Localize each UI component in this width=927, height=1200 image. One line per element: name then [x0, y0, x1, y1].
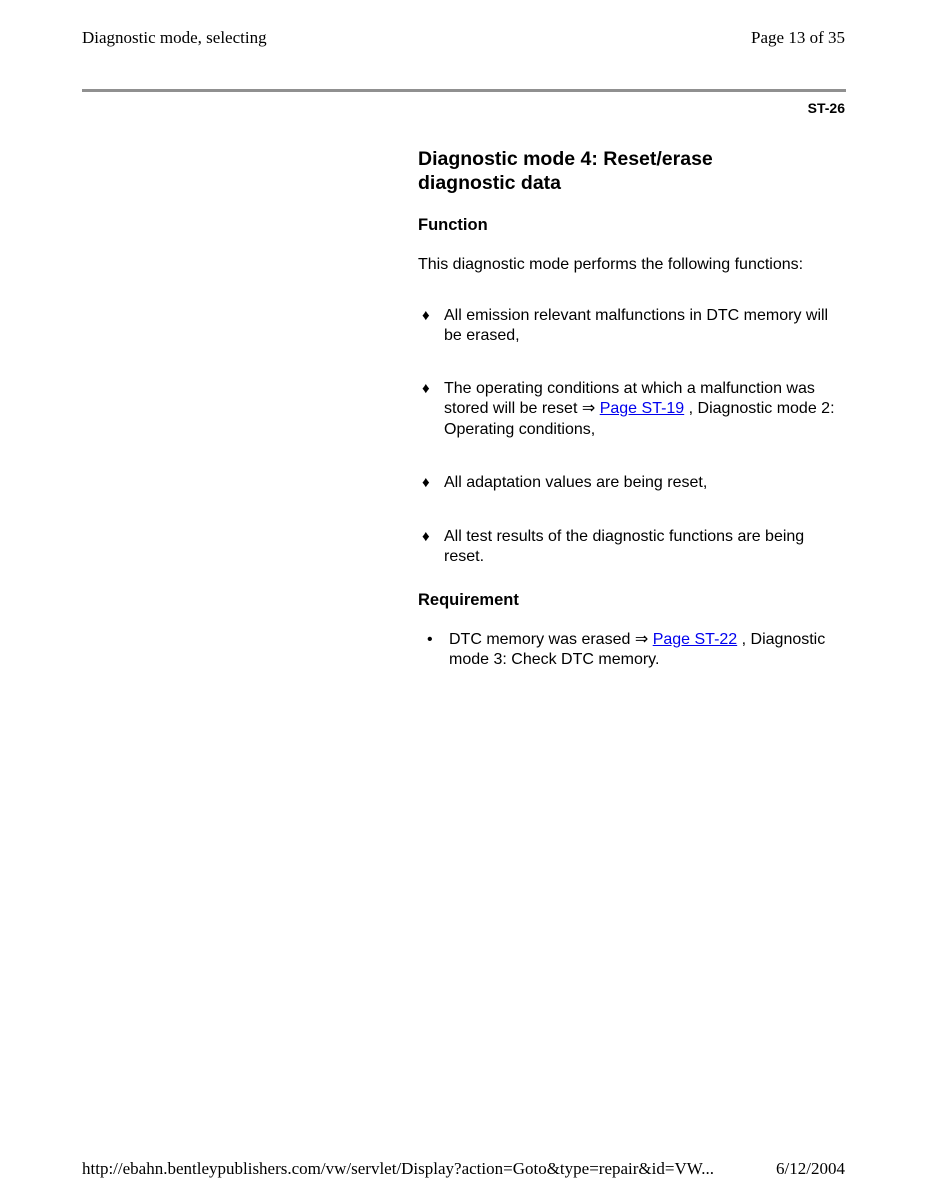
list-item	[418, 306, 846, 347]
list-item-text: All emission relevant malfunctions in DTC memory will be erased,	[444, 306, 829, 344]
list-item-text: , Diagnostic mode 3: Check DTC memory.	[449, 630, 826, 668]
header-divider	[82, 89, 846, 92]
list-item	[418, 379, 846, 441]
arrow-icon: ⇒	[634, 630, 649, 648]
link-page-st-19[interactable]: Page ST-19	[599, 400, 685, 417]
function-heading: Function	[418, 216, 488, 234]
list-item-text: The operating conditions at which a malfunction was stored will be reset	[444, 379, 815, 417]
page-title-line-2: diagnostic data	[418, 171, 562, 194]
list-item	[418, 473, 846, 494]
list-item	[418, 527, 846, 568]
page-title	[418, 148, 846, 195]
section-code: ST-26	[807, 100, 845, 116]
diamond-bullet-icon: ♦	[422, 474, 430, 491]
diamond-bullet-icon: ♦	[422, 379, 430, 397]
list-item-text: , Diagnostic mode 2: Operating conditions,	[444, 400, 835, 438]
main-content	[418, 148, 846, 671]
list-item	[418, 630, 846, 671]
list-item-text: All test results of the diagnostic functions are being reset.	[444, 527, 805, 565]
page-number: Page 13 of 35	[751, 28, 845, 47]
footer-url: http://ebahn.bentleypublishers.com/vw/servlet/Display?action=Goto&type=repair&id=VW...	[82, 1159, 714, 1178]
requirement-list	[418, 630, 846, 671]
function-list	[418, 306, 846, 568]
list-item-text: DTC memory was erased	[449, 630, 631, 648]
header-title: Diagnostic mode, selecting	[82, 28, 267, 47]
arrow-icon: ⇒	[581, 400, 596, 417]
dot-bullet-icon: •	[427, 630, 433, 648]
requirement-heading: Requirement	[418, 590, 519, 609]
list-item-text: All adaptation values are being reset,	[444, 474, 708, 491]
diamond-bullet-icon: ♦	[422, 306, 430, 324]
footer-date: 6/12/2004	[776, 1159, 845, 1178]
page-title-line-1: Diagnostic mode 4: Reset/erase	[418, 148, 713, 170]
intro-text: This diagnostic mode performs the following functions:	[418, 256, 804, 273]
link-page-st-22[interactable]: Page ST-22	[652, 630, 738, 648]
diamond-bullet-icon: ♦	[422, 527, 430, 545]
